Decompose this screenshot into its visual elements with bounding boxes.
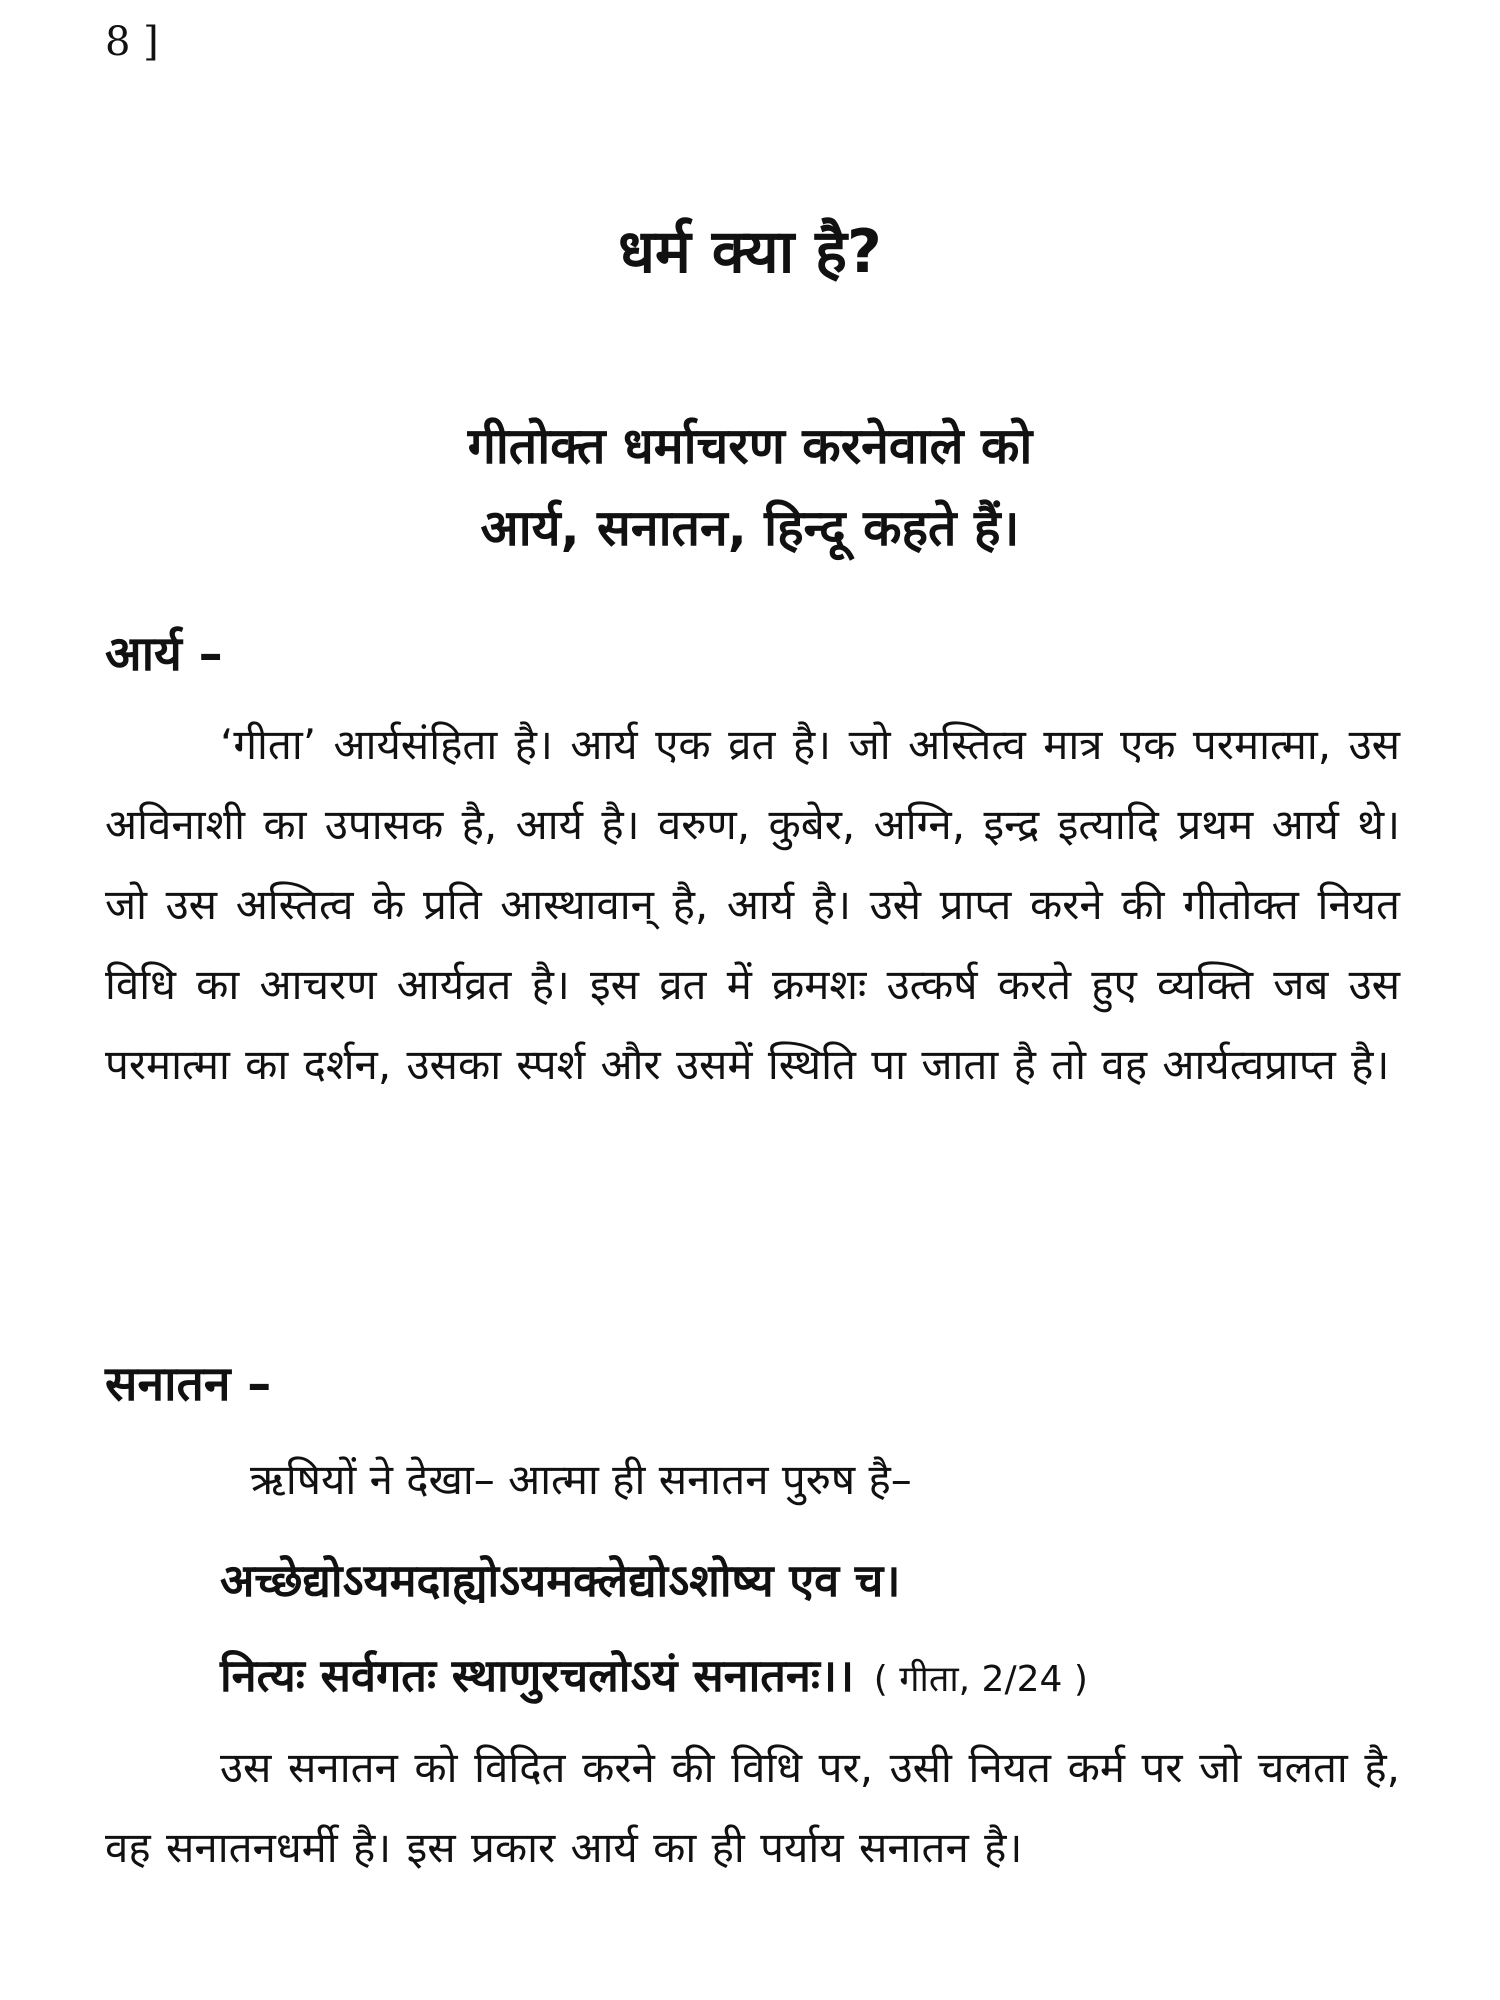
- page-number: 8 ]: [105, 19, 159, 65]
- verse-line-2-text: नित्यः सर्वगतः स्थाणुरचलोऽयं सनातनः।।: [220, 1649, 855, 1702]
- subtitle-line-2: आर्य, सनातन, हिन्दू कहते हैं।: [480, 499, 1020, 557]
- section-heading-sanatan: सनातन –: [105, 1356, 272, 1412]
- page-title: धर्म क्या है?: [618, 217, 882, 287]
- paragraph-sanatan: उस सनातन को विदित करने की विधि पर, उसी नियत कर्म पर जो चलता है, वह सनातनधर्मी है। इस प्रकार आर्य का ही पर्याय सनातन है।: [105, 1743, 1400, 1872]
- verse-line-2: [220, 1643, 1088, 1713]
- verse-line-1: अच्छेद्योऽयमदाह्योऽयमक्लेद्योऽशोष्य एव च।: [220, 1554, 901, 1607]
- sanatan-intro-line: ऋषियों ने देखा– आत्मा ही सनातन पुरुष है–: [250, 1455, 912, 1504]
- gita-citation: ( गीता, 2/24 ): [873, 1659, 1088, 1700]
- subtitle: [0, 405, 1500, 569]
- subtitle-line-1: गीतोक्त धर्माचरण करनेवाले को: [467, 417, 1033, 475]
- paragraph-arya: ‘गीता’ आर्यसंहिता है। आर्य एक व्रत है। जो अस्तित्व मात्र एक परमात्मा, उस अविनाशी का उपासक है, आर्य है। वरुण, कुबेर, अग्नि, इन्द्र इत्यादि प्रथम आर्य थे। जो उस अस्तित्व के प्रति आस्थावान् है, आर्य है। उसे प्राप्त करने की गीतोक्त नियत विधि का आचरण आर्यव्रत है। इस व्रत में क्रमशः उत्कर्ष करते हुए व्यक्ति जब उस परमात्मा का दर्शन, उसका स्पर्श और उसमें स्थिति पा जाता है तो वह आर्यत्वप्राप्त है।: [105, 720, 1400, 1089]
- section-heading-arya: आर्य –: [105, 626, 223, 682]
